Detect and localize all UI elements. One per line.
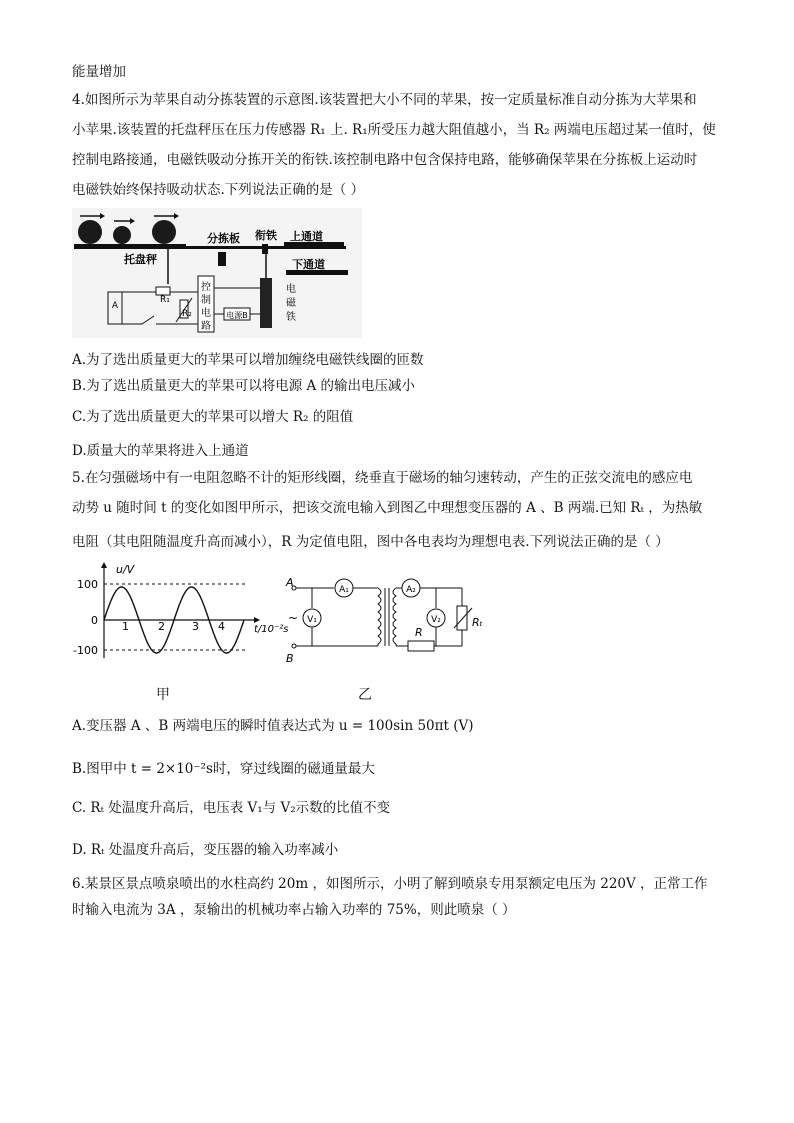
sorter-label: 分拣板	[207, 232, 240, 245]
ac-source-label: ~	[288, 611, 299, 625]
intro-text: 能量增加	[72, 64, 126, 80]
transformer-circuit	[282, 574, 492, 670]
q4-line-3: 控制电路接通，电磁铁吸动分拣开关的衔铁.该控制电路中包含保持电路，能够确保苹果在分拣板上运动时	[72, 152, 698, 168]
electromagnet-icon	[260, 278, 272, 328]
x-axis-label: t/10⁻²s	[254, 624, 289, 635]
x-tick-1: 1	[122, 620, 129, 633]
apple-large-icon	[78, 220, 102, 244]
q4-option-c[interactable]: C.为了选出质量更大的苹果可以增大 R₂ 的阻值	[72, 409, 354, 425]
y-tick-100: 100	[77, 578, 98, 591]
q5-line-1: 5.在匀强磁场中有一电阻忽略不计的矩形线圈，绕垂直于磁场的轴匀速转动，产生的正弦交流电的感应电	[72, 470, 693, 486]
control-label-1: 控	[201, 282, 211, 293]
graph-caption: 甲	[156, 687, 170, 703]
magnet-label-2: 磁	[286, 298, 296, 309]
emf-graph	[68, 560, 289, 665]
control-label-4: 路	[201, 321, 211, 332]
r1-label: R₁	[160, 295, 170, 305]
x-tick-4: 4	[218, 620, 225, 633]
control-label-2: 制	[201, 295, 211, 306]
y-axis-label: u/V	[116, 563, 135, 576]
q4-line-1: 4.如图所示为苹果自动分拣装置的示意图.该装置把大小不同的苹果，按一定质量标准自动分拣为大苹果和	[72, 92, 697, 108]
upper-channel-label: 上通道	[290, 230, 323, 243]
battery-b-label: 电源B	[226, 311, 248, 320]
q5-option-b[interactable]: B.图甲中 t = 2×10⁻²s时，穿过线圈的磁通量最大	[72, 761, 375, 777]
tray-label: 托盘秤	[124, 253, 157, 266]
x-tick-2: 2	[158, 620, 165, 633]
source-a-label: A	[111, 301, 119, 311]
y-tick-0: 0	[91, 614, 98, 627]
q4-option-b[interactable]: B.为了选出质量更大的苹果可以将电源 A 的输出电压减小	[72, 378, 416, 394]
terminal-b-label: B	[286, 652, 294, 665]
control-label-3: 电	[201, 308, 211, 319]
q4-option-d[interactable]: D.质量大的苹果将进入上通道	[72, 443, 249, 459]
lower-channel-label: 下通道	[292, 258, 325, 271]
apple-small-icon	[113, 226, 131, 244]
q5-option-d[interactable]: D. Rₜ 处温度升高后，变压器的输入功率减小	[72, 842, 339, 858]
q5-line-3: 电阻（其电阻随温度升高而减小），R 为定值电阻，图中各电表均为理想电表.下列说法正确的是（ ）	[72, 534, 669, 550]
q5-option-a[interactable]: A.变压器 A 、B 两端电压的瞬时值表达式为 u = 100sin 50πt (V)	[72, 718, 474, 734]
q4-option-a[interactable]: A.为了选出质量更大的苹果可以增加缠绕电磁铁线圈的匝数	[72, 352, 424, 368]
q4-line-2: 小苹果.该装置的托盘秤压在压力传感器 R₁ 上. R₁所受压力越大阻值越小，当 R₂ 两端电压超过某一值时，使	[72, 122, 716, 138]
resistor-r-label: R	[415, 626, 423, 639]
ammeter-a2-label: A₂	[406, 585, 416, 595]
voltmeter-v2-label: V₂	[431, 615, 441, 625]
magnet-label-3: 铁	[286, 312, 296, 323]
apple-sorter-figure	[72, 208, 362, 338]
magnet-label-1: 电	[286, 284, 296, 295]
r2-label: R₂	[182, 309, 192, 319]
q6-line-2: 时输入电流为 3A ，泵输出的机械功率占输入功率的 75%，则此喷泉（ ）	[72, 902, 516, 918]
circuit-caption: 乙	[358, 687, 372, 703]
ammeter-a1-label: A₁	[339, 585, 349, 595]
q5-option-c[interactable]: C. Rₜ 处温度升高后，电压表 V₁与 V₂示数的比值不变	[72, 800, 391, 816]
terminal-a-label: A	[286, 576, 294, 589]
y-tick-neg100: -100	[73, 644, 98, 657]
thermistor-rt-label: Rₜ	[472, 616, 483, 629]
x-tick-3: 3	[192, 620, 199, 633]
apple-large-icon	[152, 220, 176, 244]
armature-label: 衔铁	[255, 229, 277, 242]
q5-line-2: 动势 u 随时间 t 的变化如图甲所示，把该交流电输入到图乙中理想变压器的 A 、B 两端.已知 Rₜ ，为热敏	[72, 500, 703, 516]
q4-line-4: 电磁铁始终保持吸动状态.下列说法正确的是（ ）	[72, 182, 365, 198]
voltmeter-v1-label: V₁	[307, 615, 317, 625]
q6-line-1: 6.某景区景点喷泉喷出的水柱高约 20m ，如图所示，小明了解到喷泉专用泵额定电压为 220V ，正常工作	[72, 876, 708, 892]
